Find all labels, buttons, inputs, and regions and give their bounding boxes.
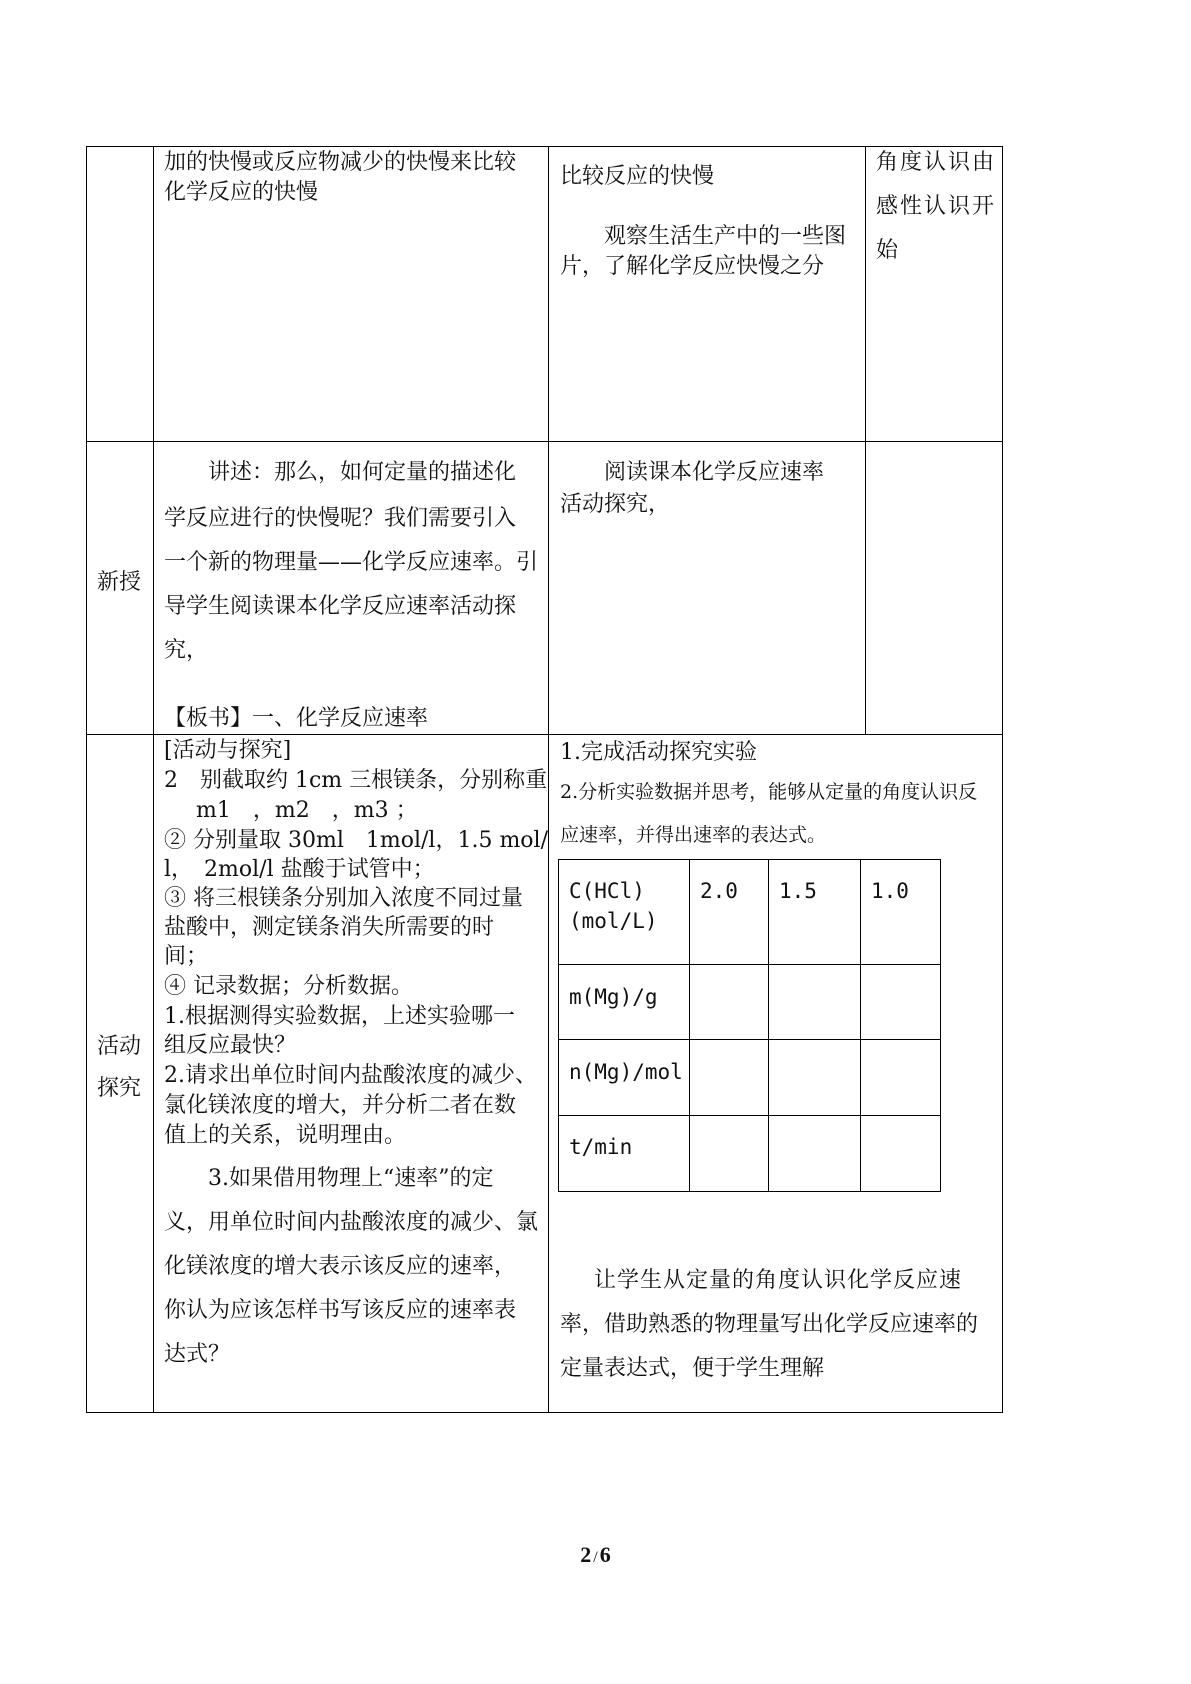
- row3-student-line: 2.分析实验数据并思考，能够从定量的角度认识反: [560, 781, 978, 803]
- table-right-border: [1002, 146, 1003, 1413]
- inner-table-border: [860, 859, 861, 1192]
- row3-teacher-line: 2.请求出单位时间内盐酸浓度的减少、: [164, 1063, 537, 1088]
- inner-table-header-value: 1.0: [871, 879, 909, 903]
- row3-teacher-line: [活动与探究]: [164, 738, 292, 763]
- row3-intent-line: 率，借助熟悉的物理量写出化学反应速率的: [560, 1312, 979, 1337]
- row1-student-line: 观察生活生产中的一些图: [604, 224, 847, 249]
- row3-teacher-line: ③ 将三根镁条分别加入浓度不同过量: [164, 886, 523, 911]
- inner-table-border: [558, 964, 941, 965]
- inner-table-header-value: 2.0: [700, 879, 738, 903]
- inner-table-border: [768, 859, 769, 1192]
- row1-intent-line: 始: [876, 238, 899, 263]
- column-divider-1: [153, 146, 154, 1413]
- row3-teacher-line: 1.根据测得实验数据，上述实验哪一: [164, 1004, 515, 1029]
- row3-teacher-line: 盐酸中，测定镁条消失所需要的时: [164, 915, 495, 940]
- page-separator: /: [593, 1549, 598, 1566]
- row2-teacher-line: 一个新的物理量——化学反应速率。引: [164, 550, 539, 575]
- inner-table-border: [940, 859, 941, 1192]
- inner-table-row-label: t/min: [569, 1135, 633, 1159]
- inner-table-header-value: 1.5: [779, 879, 817, 903]
- inner-table-border: [558, 859, 559, 1192]
- row1-teacher-line: 加的快慢或反应物减少的快慢来比较: [164, 150, 517, 175]
- inner-table-border: [558, 1039, 941, 1040]
- inner-table-border: [558, 1115, 941, 1116]
- row3-teacher-q3-line: 化镁浓度的增大表示该反应的速率，: [164, 1254, 517, 1279]
- inner-table-header-label: (mol/L): [569, 909, 658, 933]
- row3-teacher-line: ④ 记录数据；分析数据。: [164, 974, 413, 999]
- inner-table-border: [689, 859, 690, 1192]
- row3-teacher-q3-line: 3.如果借用物理上“速率”的定: [208, 1166, 494, 1191]
- row1-student-line: 比较反应的快慢: [560, 164, 715, 189]
- inner-table-border: [558, 859, 941, 860]
- row2-teacher-line: 学反应进行的快慢呢？我们需要引入: [164, 506, 517, 531]
- row3-student-line: 应速率，并得出速率的表达式。: [560, 824, 827, 846]
- row2-teacher-line: 究，: [164, 638, 209, 663]
- row3-student-line: 1.完成活动探究实验: [560, 740, 757, 765]
- inner-table-row-label: n(Mg)/mol: [569, 1060, 683, 1084]
- column-divider-2: [548, 146, 549, 1413]
- row2-teacher-line: 导学生阅读课本化学反应速率活动探: [164, 594, 517, 619]
- column-divider-3: [865, 146, 866, 735]
- row3-teacher-line: 氯化镁浓度的增大，并分析二者在数: [164, 1093, 517, 1118]
- row2-board-heading: 【板书】一、化学反应速率: [164, 706, 429, 731]
- table-left-border: [86, 146, 87, 1413]
- row3-teacher-line: 间；: [164, 944, 209, 969]
- row3-teacher-line: m1 ，m2 ，m3 ；: [196, 798, 418, 823]
- row1-teacher-line: 化学反应的快慢: [164, 180, 319, 205]
- row3-section-label: 活动: [97, 1034, 142, 1059]
- row2-section-label: 新授: [97, 570, 142, 595]
- row3-teacher-line: l， 2mol/l 盐酸于试管中；: [164, 857, 435, 882]
- row2-student-line: 活动探究，: [560, 492, 671, 517]
- inner-table-border: [558, 1191, 941, 1192]
- row3-teacher-line: 2 别截取约 1cm 三根镁条，分别称重: [164, 768, 548, 793]
- row3-teacher-q3-line: 义，用单位时间内盐酸浓度的减少、氯: [164, 1210, 539, 1235]
- row1-intent-line: 角度认识由: [876, 150, 997, 175]
- row3-intent-line: 让学生从定量的角度认识化学反应速: [594, 1268, 963, 1293]
- row3-teacher-line: 组反应最快？: [164, 1033, 297, 1058]
- row3-section-label: 探究: [97, 1076, 142, 1101]
- row1-student-line: 片，了解化学反应快慢之分: [560, 254, 825, 279]
- row2-student-line: 阅读课本化学反应速率: [604, 460, 825, 485]
- page-current: 2: [580, 1542, 592, 1567]
- table-bottom-border: [86, 1412, 1003, 1413]
- row3-intent-line: 定量表达式，便于学生理解: [560, 1356, 825, 1381]
- row1-intent-line: 感性认识开: [876, 194, 997, 219]
- inner-table-row-label: m(Mg)/g: [569, 985, 658, 1009]
- row3-teacher-q3-line: 你认为应该怎样书写该反应的速率表: [164, 1298, 517, 1323]
- page-number: [0, 1542, 1191, 1568]
- row3-teacher-line: 值上的关系，说明理由。: [164, 1123, 407, 1148]
- row3-teacher-line: ② 分别量取 30ml 1mol/l，1.5 mol/: [164, 828, 549, 853]
- row2-teacher-line: 讲述：那么，如何定量的描述化: [208, 460, 517, 485]
- inner-table-header-label: C(HCl): [569, 879, 645, 903]
- row3-teacher-q3-line: 达式？: [164, 1342, 231, 1367]
- page-total: 6: [599, 1542, 611, 1567]
